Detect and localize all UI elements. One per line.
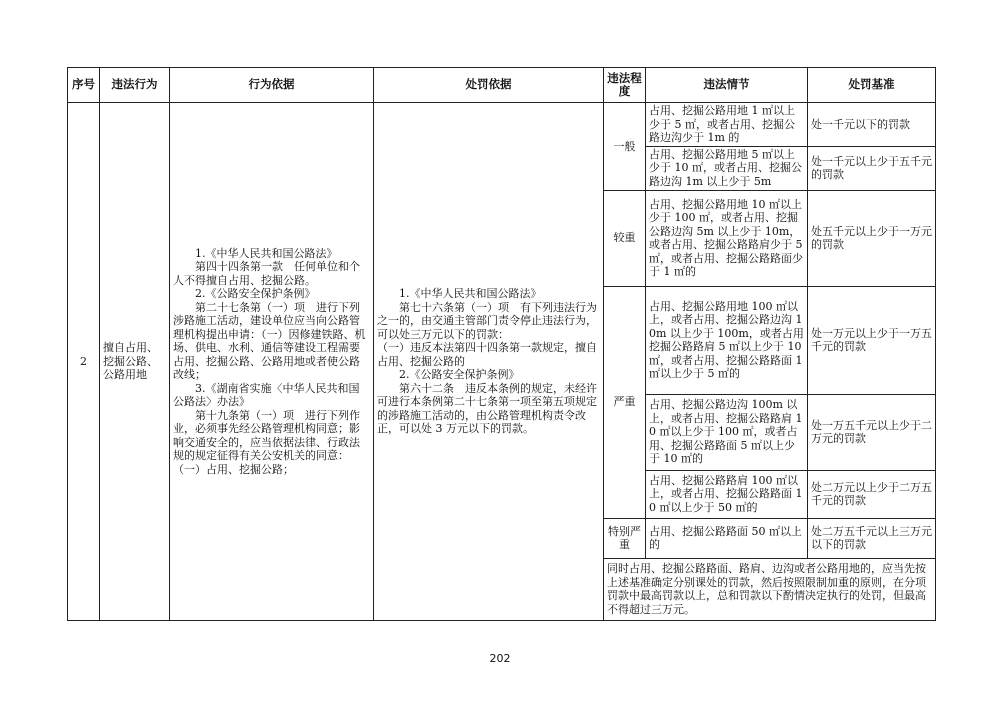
basis-paragraph: 2.《公路安全保护条例》 — [195, 287, 316, 300]
penalty-basis-paragraph: 第七十六条第（一）项 有下列违法行为之一的，由交通主管部门责令停止违法行为，可以处三万元以下的罚款： — [377, 300, 597, 341]
header-seq: 序号 — [68, 68, 100, 103]
penalty-basis-paragraph: 第六十二条 违反本条例的规定，未经许可进行本条例第二十七条第一项至第五项规定的涉路施工活动的，由公路管理机构责令改正，可以处 3 万元以下的罚款。 — [377, 381, 597, 435]
standard-cell: 处一千元以下的罚款 — [808, 103, 936, 147]
basis-paragraph: 第二十七条第（一）项 进行下列涉路施工活动，建设单位应当向公路管理机构提出申请：（一）因修建铁路、机场、供电、水利、通信等建设工程需要占用、挖掘公路、公路用地或者使公路改线； — [173, 300, 366, 381]
penalty-basis-paragraph: （一）违反本法第四十四条第一款规定，擅自占用、挖掘公路的 — [377, 341, 597, 368]
standard-cell: 处五千元以上少于一万元的罚款 — [808, 190, 936, 286]
header-degree: 违法程度 — [604, 68, 646, 103]
basis-paragraph: 第十九条第（一）项 进行下列作业，必须事先经公路管理机构同意；影响交通安全的，应当依据法律、行政法规的规定征得有关公安机关的同意：（一）占用、挖掘公路； — [173, 408, 360, 476]
header-penalty-basis: 处罚依据 — [374, 68, 604, 103]
basis-paragraph: 第四十四条第一款 任何单位和个人不得擅自占用、挖掘公路。 — [173, 260, 360, 287]
circumstance-cell: 占用、挖掘公路路肩 100 ㎡以上，或者占用、挖掘公路路面 10 ㎡以上少于 50 ㎡的 — [646, 470, 808, 518]
circumstance-cell: 占用、挖掘公路边沟 100m 以上，或者占用、挖掘公路路肩 10 ㎡以上少于 100 ㎡，或者占用、挖掘公路路面 5 ㎡以上少于 10 ㎡的 — [646, 394, 808, 470]
degree-cell: 特别严重 — [604, 518, 646, 558]
circumstance-cell: 占用、挖掘公路路面 50 ㎡以上的 — [646, 518, 808, 558]
seq-cell: 2 — [68, 103, 100, 621]
standard-cell: 处一万元以上少于一万五千元的罚款 — [808, 286, 936, 394]
circumstance-cell: 占用、挖掘公路用地 5 ㎡以上少于 10 ㎡，或者占用、挖掘公路边沟 1m 以上少于 5m — [646, 146, 808, 190]
header-standard: 处罚基准 — [808, 68, 936, 103]
basis-paragraph: 1.《中华人民共和国公路法》 — [195, 246, 338, 260]
degree-cell: 一般 — [604, 103, 646, 191]
degree-cell: 严重 — [604, 286, 646, 518]
standard-cell: 处一千元以上少于五千元的罚款 — [808, 146, 936, 190]
table-header-row — [68, 68, 936, 103]
header-circumstances: 违法情节 — [646, 68, 808, 103]
standard-cell: 处一万五千元以上少于二万元的罚款 — [808, 394, 936, 470]
circumstance-cell: 占用、挖掘公路用地 10 ㎡以上少于 100 ㎡，或者占用、挖掘公路边沟 5m 以上少于 10m，或者占用、挖掘公路路肩少于 5 ㎡，或者占用、挖掘公路路面少于 1 ㎡的 — [646, 190, 808, 286]
note-cell: 同时占用、挖掘公路路面、路肩、边沟或者公路用地的，应当先按上述基准确定分别课处的罚款，然后按照限制加重的原则，在分项罚款中最高罚款以上，总和罚款以下酌情决定执行的处罚，但最高不得超过三万元。 — [604, 558, 936, 620]
penalty-basis-paragraph: 1.《中华人民共和国公路法》 — [399, 287, 542, 300]
behavior-basis-cell — [170, 103, 374, 621]
header-basis: 行为依据 — [170, 68, 374, 103]
circumstance-cell: 占用、挖掘公路用地 100 ㎡以上，或者占用、挖掘公路边沟 10m 以上少于 100m，或者占用挖掘公路路肩 5 ㎡以上少于 10 ㎡，或者占用、挖掘公路路面 1 ㎡以上少于 5 ㎡的 — [646, 286, 808, 394]
act-cell: 擅自占用、挖掘公路、公路用地 — [100, 103, 170, 621]
standard-cell: 处二万元以上少于二万五千元的罚款 — [808, 470, 936, 518]
degree-cell: 较重 — [604, 190, 646, 286]
standard-cell: 处二万五千元以上三万元以下的罚款 — [808, 518, 936, 558]
basis-paragraph: 3.《湖南省实施〈中华人民共和国公路法〉办法》 — [173, 381, 360, 408]
table-row — [68, 103, 936, 147]
circumstance-cell: 占用、挖掘公路用地 1 ㎡以上少于 5 ㎡，或者占用、挖掘公路边沟少于 1m 的 — [646, 103, 808, 147]
penalty-basis-cell — [374, 103, 604, 621]
header-act: 违法行为 — [100, 68, 170, 103]
penalty-basis-paragraph: 2.《公路安全保护条例》 — [399, 368, 520, 381]
penalty-standard-table — [67, 67, 936, 621]
page-number: 202 — [489, 652, 511, 665]
